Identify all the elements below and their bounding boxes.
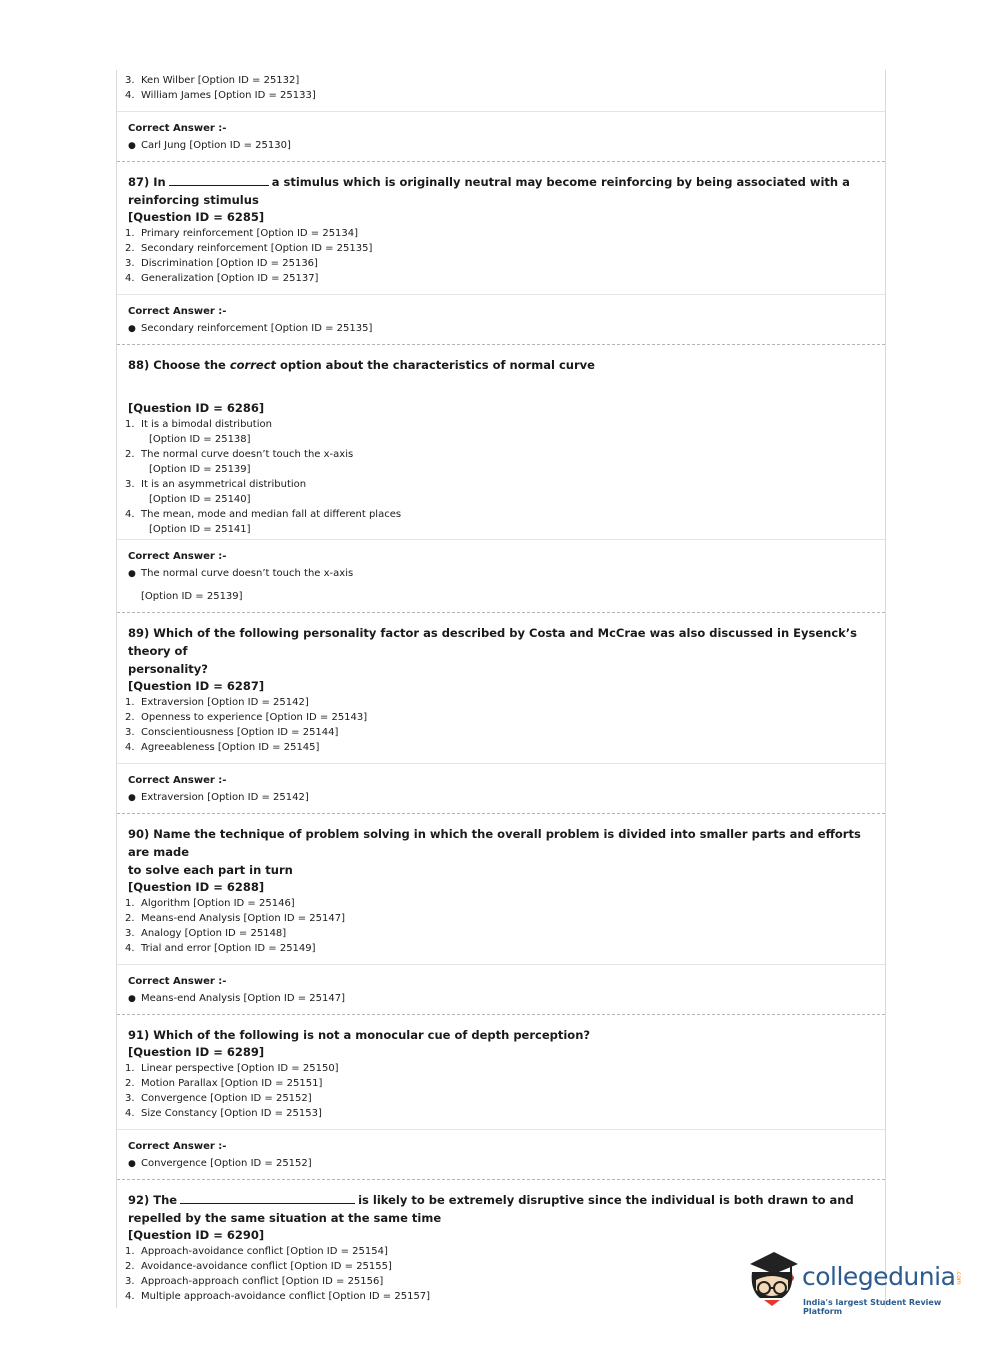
option-item: 1. Approach-avoidance conflict [Option ID = 25154] (125, 1246, 388, 1257)
option-item: 3. Approach-approach conflict [Option ID = 25156] (125, 1276, 384, 1287)
option-list (117, 226, 885, 294)
question-86-tail (117, 70, 885, 162)
question-id: [Question ID = 6290] (128, 1228, 265, 1242)
option-item: 2. Means-end Analysis [Option ID = 25147] (125, 913, 346, 924)
question-text-line2: to solve each part in turn (128, 863, 293, 877)
correct-answer-text: Secondary reinforcement [Option ID = 25135] (141, 323, 373, 334)
option-item: 4. Size Constancy [Option ID = 25153] (125, 1108, 322, 1119)
option-item: 3. Discrimination [Option ID = 25136] (125, 258, 318, 269)
correct-answer-option-id: [Option ID = 25139] (141, 591, 243, 602)
option-item: 2. Secondary reinforcement [Option ID = 25135] (125, 243, 373, 254)
option-item: 4. Trial and error [Option ID = 25149] (125, 943, 316, 954)
logo-com: .com (955, 1270, 962, 1285)
correct-answer (117, 763, 885, 813)
logo-tagline: India's largest Student Review Platform (803, 1298, 942, 1316)
option-item: 3. It is an asymmetrical distribution (125, 479, 307, 490)
option-item: 4. William James [Option ID = 25133] (125, 90, 316, 101)
option-item: 1. Algorithm [Option ID = 25146] (125, 898, 295, 909)
option-id: [Option ID = 25140] (149, 494, 251, 505)
correct-answer-label: Correct Answer :- (128, 775, 227, 786)
correct-answer-label: Correct Answer :- (128, 1141, 227, 1152)
bullet-icon: ● (128, 793, 136, 803)
option-item: 1. Linear perspective [Option ID = 25150] (125, 1063, 339, 1074)
correct-answer-label: Correct Answer :- (128, 976, 227, 987)
question-text-line2: personality? (128, 662, 208, 676)
correct-answer (117, 964, 885, 1014)
question-text-line2: reinforcing stimulus (128, 193, 259, 207)
question-id: [Question ID = 6288] (128, 880, 265, 894)
correct-answer (117, 111, 885, 161)
question-87 (117, 162, 885, 345)
question-id: [Question ID = 6289] (128, 1045, 265, 1059)
student-mascot-icon (742, 1250, 804, 1312)
question-90 (117, 814, 885, 1015)
option-item: 1. It is a bimodal distribution (125, 419, 272, 430)
option-list (117, 417, 885, 539)
collegedunia-logo (742, 1248, 972, 1318)
option-item: 2. Avoidance-avoidance conflict [Option ID = 25155] (125, 1261, 392, 1272)
option-list (117, 896, 885, 964)
option-item: 3. Analogy [Option ID = 25148] (125, 928, 287, 939)
question-text: 89) Which of the following personality factor as described by Costa and McCrae was also discussed in Eysenck’s theory of (128, 626, 857, 658)
option-item: 3. Ken Wilber [Option ID = 25132] (125, 75, 300, 86)
option-item: 2. Openness to experience [Option ID = 25143] (125, 712, 368, 723)
option-item: 3. Conscientiousness [Option ID = 25144] (125, 727, 339, 738)
correct-answer-label: Correct Answer :- (128, 551, 227, 562)
question-id: [Question ID = 6285] (128, 210, 265, 224)
option-id: [Option ID = 25139] (149, 464, 251, 475)
option-item: 4. Agreeableness [Option ID = 25145] (125, 742, 320, 753)
option-item: 2. The normal curve doesn’t touch the x-axis (125, 449, 354, 460)
correct-answer-label: Correct Answer :- (128, 123, 227, 134)
question-id: [Question ID = 6287] (128, 679, 265, 693)
question-88 (117, 345, 885, 613)
question-sheet (116, 70, 886, 1308)
correct-answer (117, 539, 885, 612)
question-text: 90) Name the technique of problem solving in which the overall problem is divided into smaller parts and efforts are made (128, 827, 861, 859)
correct-answer-label: Correct Answer :- (128, 306, 227, 317)
correct-answer-text: Extraversion [Option ID = 25142] (141, 792, 309, 803)
bullet-icon: ● (128, 141, 136, 151)
question-text-line2: repelled by the same situation at the same time (128, 1211, 442, 1225)
option-list (117, 695, 885, 763)
bullet-icon: ● (128, 569, 136, 579)
option-item: 4. Generalization [Option ID = 25137] (125, 273, 319, 284)
question-89 (117, 613, 885, 814)
option-list (117, 1061, 885, 1129)
option-item: 1. Extraversion [Option ID = 25142] (125, 697, 309, 708)
option-item: 1. Primary reinforcement [Option ID = 25134] (125, 228, 359, 239)
option-item: 4. Multiple approach-avoidance conflict [Option ID = 25157] (125, 1291, 431, 1302)
correct-answer (117, 1129, 885, 1179)
question-text: 91) Which of the following is not a monocular cue of depth perception? (128, 1028, 591, 1042)
correct-answer-text: Carl Jung [Option ID = 25130] (141, 140, 291, 151)
question-91 (117, 1015, 885, 1180)
option-item: 3. Convergence [Option ID = 25152] (125, 1093, 312, 1104)
correct-answer (117, 294, 885, 344)
question-text: 92) The is likely to be extremely disruptive since the individual is both drawn to and (128, 1193, 854, 1207)
option-item: 4. The mean, mode and median fall at different places (125, 509, 402, 520)
bullet-icon: ● (128, 1159, 136, 1169)
option-id: [Option ID = 25141] (149, 524, 251, 535)
correct-answer-text: Convergence [Option ID = 25152] (141, 1158, 312, 1169)
option-id: [Option ID = 25138] (149, 434, 251, 445)
correct-answer-text: The normal curve doesn’t touch the x-axis (141, 568, 354, 579)
question-text: 87) In a stimulus which is originally neutral may become reinforcing by being associated with a (128, 175, 850, 189)
bullet-icon: ● (128, 324, 136, 334)
logo-wordmark: collegedunia (802, 1262, 956, 1291)
bullet-icon: ● (128, 994, 136, 1004)
option-item: 2. Motion Parallax [Option ID = 25151] (125, 1078, 323, 1089)
option-list (117, 70, 885, 111)
correct-answer-text: Means-end Analysis [Option ID = 25147] (141, 993, 346, 1004)
question-text: 88) Choose the correct option about the characteristics of normal curve (128, 358, 595, 372)
question-id: [Question ID = 6286] (128, 401, 265, 415)
